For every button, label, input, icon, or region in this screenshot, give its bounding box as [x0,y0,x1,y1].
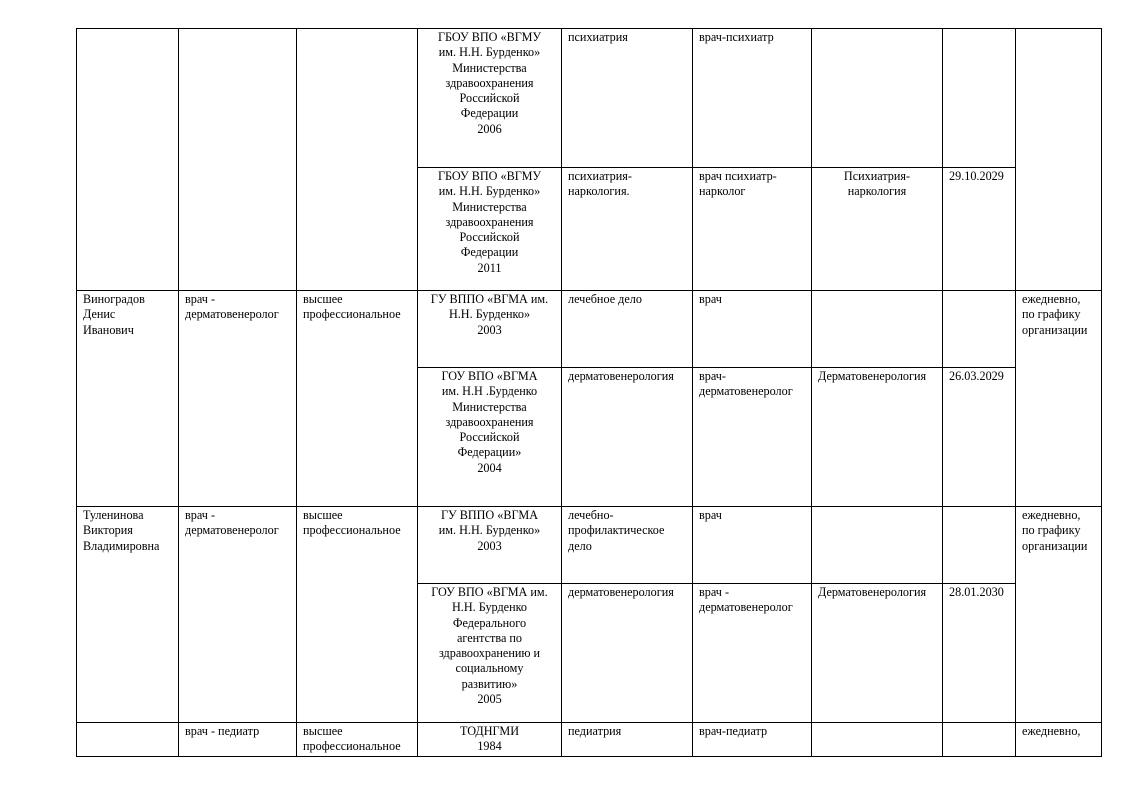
education-cell: ТОДНГМИ 1984 [418,723,562,757]
specialty-cell: лечебно- профилактическое дело [562,507,693,584]
qualification-cell: врач [693,291,812,368]
specialty-cell: дерматовенерология [562,368,693,507]
date-cell [943,29,1016,168]
education-cell: ГБОУ ВПО «ВГМУ им. Н.Н. Бурденко» Министерства здравоохранения Российской Федерации 2006 [418,29,562,168]
education-level-cell: высшее профессиональное [297,723,418,757]
specialty-cell: психиатрия [562,29,693,168]
certificate-cell [812,507,943,584]
education-cell: ГУ ВППО «ВГМА им. Н.Н. Бурденко» 2003 [418,291,562,368]
education-level-cell [297,29,418,291]
specialty-cell: педиатрия [562,723,693,757]
qualification-cell: врач-педиатр [693,723,812,757]
certificate-cell [812,29,943,168]
name-cell: Виноградов Денис Иванович [77,291,179,507]
name-cell [77,723,179,757]
specialty-cell: психиатрия- наркология. [562,168,693,291]
date-cell: 28.01.2030 [943,584,1016,723]
table-row [77,723,1102,757]
certificate-cell: Дерматовенерология [812,368,943,507]
schedule-cell: ежедневно, по графику организации [1016,507,1102,723]
education-cell: ГОУ ВПО «ВГМА им. Н.Н. Бурденко Федерального агентства по здравоохранению и социальному развитию» 2005 [418,584,562,723]
position-cell: врач - педиатр [179,723,297,757]
qualification-cell: врач [693,507,812,584]
qualification-cell: врач-психиатр [693,29,812,168]
table-row [77,507,1102,584]
name-cell [77,29,179,291]
staff-table [76,28,1102,757]
specialty-cell: дерматовенерология [562,584,693,723]
position-cell: врач - дерматовенеролог [179,507,297,723]
specialty-cell: лечебное дело [562,291,693,368]
education-cell: ГУ ВППО «ВГМА им. Н.Н. Бурденко» 2003 [418,507,562,584]
name-cell: Туленинова Виктория Владимировна [77,507,179,723]
date-cell [943,723,1016,757]
schedule-cell: ежедневно, [1016,723,1102,757]
schedule-cell [1016,29,1102,291]
date-cell: 26.03.2029 [943,368,1016,507]
qualification-cell: врач- дерматовенеролог [693,368,812,507]
certificate-cell [812,291,943,368]
education-cell: ГБОУ ВПО «ВГМУ им. Н.Н. Бурденко» Министерства здравоохранения Российской Федерации 2011 [418,168,562,291]
date-cell: 29.10.2029 [943,168,1016,291]
date-cell [943,507,1016,584]
education-level-cell: высшее профессиональное [297,291,418,507]
qualification-cell: врач - дерматовенеролог [693,584,812,723]
qualification-cell: врач психиатр- нарколог [693,168,812,291]
schedule-cell: ежедневно, по графику организации [1016,291,1102,507]
date-cell [943,291,1016,368]
certificate-cell: Дерматовенерология [812,584,943,723]
education-cell: ГОУ ВПО «ВГМА им. Н.Н .Бурденко Министерства здравоохранения Российской Федерации» 2004 [418,368,562,507]
certificate-cell: Психиатрия- наркология [812,168,943,291]
education-level-cell: высшее профессиональное [297,507,418,723]
position-cell [179,29,297,291]
position-cell: врач - дерматовенеролог [179,291,297,507]
certificate-cell [812,723,943,757]
table-row [77,291,1102,368]
table-row [77,29,1102,168]
